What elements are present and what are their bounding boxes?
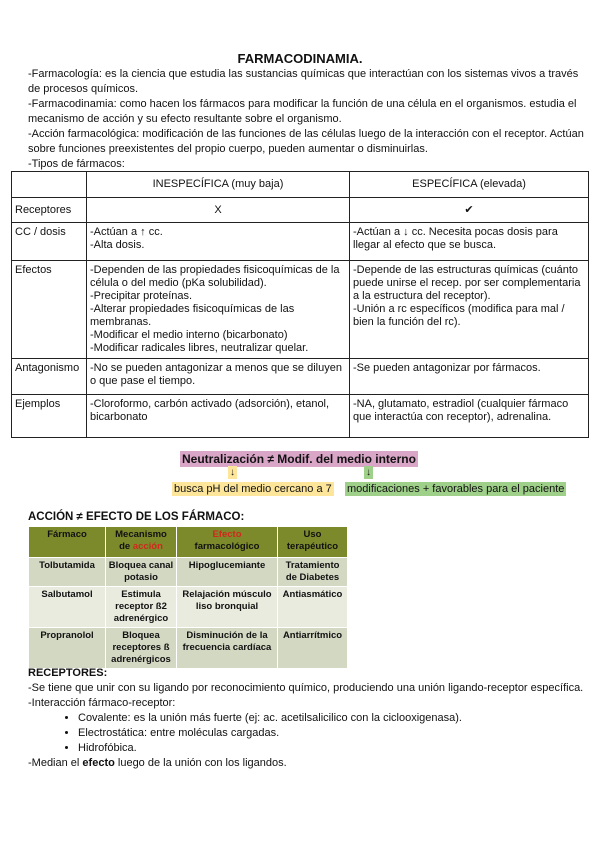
- drug-types-table: [11, 171, 589, 438]
- table-header-row: [29, 527, 347, 557]
- section-heading: ACCIÓN ≠ EFECTO DE LOS FÁRMACO:: [28, 511, 245, 523]
- cell: Antiasmático: [278, 587, 347, 627]
- cell: Propranolol: [29, 628, 105, 668]
- table-row: [29, 628, 347, 668]
- cell: -Depende de las estructuras químicas (cuánto puede unirse el recep. por ser complementaria a la estructura del receptor). -Unión a rc específicos (modifica para mal / bien la función del rc).: [350, 261, 589, 359]
- paragraph: -Interacción fármaco-receptor:: [28, 697, 176, 709]
- page-title: FARMACODINAMIA.: [237, 51, 363, 66]
- list-item: • Covalente: es la unión más fuerte (ej: ac. acetilsalicilico con la ciclooxigenasa).: [78, 711, 588, 726]
- text: luego de la unión con los ligandos.: [114, 757, 287, 769]
- cell: -Dependen de las propiedades fisicoquímicas de la célula o del medio (pKa solubilidad). -Precipitar proteínas. -Alterar propiedades fisicoquímicas de las membranas. -Modificar el medio interno (bicarbonato) -Modificar radicales libres, neutralizar quelar.: [87, 261, 350, 359]
- arrow-down-icon: ↓: [366, 467, 371, 478]
- intro: [28, 67, 588, 172]
- cell: X: [87, 198, 350, 223]
- intro-paragraph: -Tipos de fármacos:: [28, 158, 125, 170]
- cell: Tolbutamida: [29, 558, 105, 586]
- list-item: • Electrostática: entre moléculas cargadas.: [78, 726, 588, 741]
- intro-paragraph: -Farmacodinamia: como hacen los fármacos para modificar la función de una célula en el organismos. estudia el mecanismo de acción y su efecto resultante sobre el organismo.: [28, 98, 577, 125]
- header-cell: ESPECÍFICA (elevada): [350, 172, 589, 198]
- table-header-row: [12, 172, 589, 198]
- header-cell: Fármaco: [29, 527, 105, 557]
- drug-action-table: [28, 526, 348, 669]
- cell: -Actúan a ↑ cc. -Alta dosis.: [87, 223, 350, 261]
- cell: -Cloroformo, carbón activado (adsorción), etanol, bicarbonato: [87, 395, 350, 438]
- row-label: Ejemplos: [12, 395, 87, 438]
- receptores-section: [28, 666, 588, 771]
- header-text: farmacológico: [194, 541, 260, 552]
- cell: Bloquea receptores ß adrenérgicos: [106, 628, 176, 668]
- cell: -Actúan a ↓ cc. Necesita pocas dosis para llegar al efecto que se busca.: [350, 223, 589, 261]
- cell: -Se pueden antagonizar por fármacos.: [350, 359, 589, 395]
- header-cell: [12, 172, 87, 198]
- bold-text: efecto: [82, 757, 115, 769]
- section-heading: RECEPTORES:: [28, 667, 108, 679]
- table-row: [29, 587, 347, 627]
- header-text: de: [119, 541, 133, 552]
- header-cell: [106, 527, 176, 557]
- heading-text: Neutralización ≠ Modif. del medio interno: [182, 452, 416, 466]
- table-row: [12, 261, 589, 359]
- header-text: acción: [132, 541, 163, 552]
- row-label: CC / dosis: [12, 223, 87, 261]
- table-row: [29, 558, 347, 586]
- neutralization-heading: [180, 452, 418, 466]
- table-row: [12, 223, 589, 261]
- row-label: Efectos: [12, 261, 87, 359]
- row-label: Receptores: [12, 198, 87, 223]
- checkmark-cell: ✔: [350, 198, 589, 223]
- table-row: [12, 395, 589, 438]
- table-row: [12, 198, 589, 223]
- paragraph: [28, 756, 588, 771]
- header-cell: Uso terapéutico: [278, 527, 347, 557]
- bullet-list: [28, 711, 588, 756]
- paragraph: -Se tiene que unir con su ligando por reconocimiento químico, produciendo una unión ligando-receptor específica.: [28, 682, 584, 694]
- header-text: Efecto: [212, 529, 242, 540]
- cell: -NA, glutamato, estradiol (cualquier fármaco que interactúa con receptor), adrenalina.: [350, 395, 589, 438]
- arrow-down-icon: ↓: [230, 467, 235, 478]
- list-item: • Hidrofóbica.: [78, 741, 588, 756]
- cell: Tratamiento de Diabetes: [278, 558, 347, 586]
- cell: Disminución de la frecuencia cardíaca: [177, 628, 277, 668]
- cell: Salbutamol: [29, 587, 105, 627]
- intro-paragraph: -Acción farmacológica: modificación de las funciones de las células luego de la interacción con el receptor. Actúan sobre funciones preexistentes del propio cuerpo, pueden aumentar o disminuirlas.: [28, 128, 584, 155]
- row-label: Antagonismo: [12, 359, 87, 395]
- cell: Hipoglucemiante: [177, 558, 277, 586]
- header-cell: [177, 527, 277, 557]
- cell: Estimula receptor ß2 adrenérgico: [106, 587, 176, 627]
- intro-paragraph: -Farmacología: es la ciencia que estudia las sustancias químicas que interactúan con los sistemas vivos a través de procesos químicos.: [28, 68, 579, 95]
- cell: Bloquea canal potasio: [106, 558, 176, 586]
- cell: -No se pueden antagonizar a menos que se diluyen o que pase el tiempo.: [87, 359, 350, 395]
- header-cell: INESPECÍFICA (muy baja): [87, 172, 350, 198]
- neutralization-note: busca pH del medio cercano a 7: [174, 483, 332, 495]
- cell: Antiarrítmico: [278, 628, 347, 668]
- header-text: Mecanismo: [115, 529, 167, 540]
- text: -Median el: [28, 757, 83, 769]
- table-row: [12, 359, 589, 395]
- cell: Relajación músculo liso bronquial: [177, 587, 277, 627]
- modification-note: modificaciones + favorables para el paciente: [347, 483, 565, 495]
